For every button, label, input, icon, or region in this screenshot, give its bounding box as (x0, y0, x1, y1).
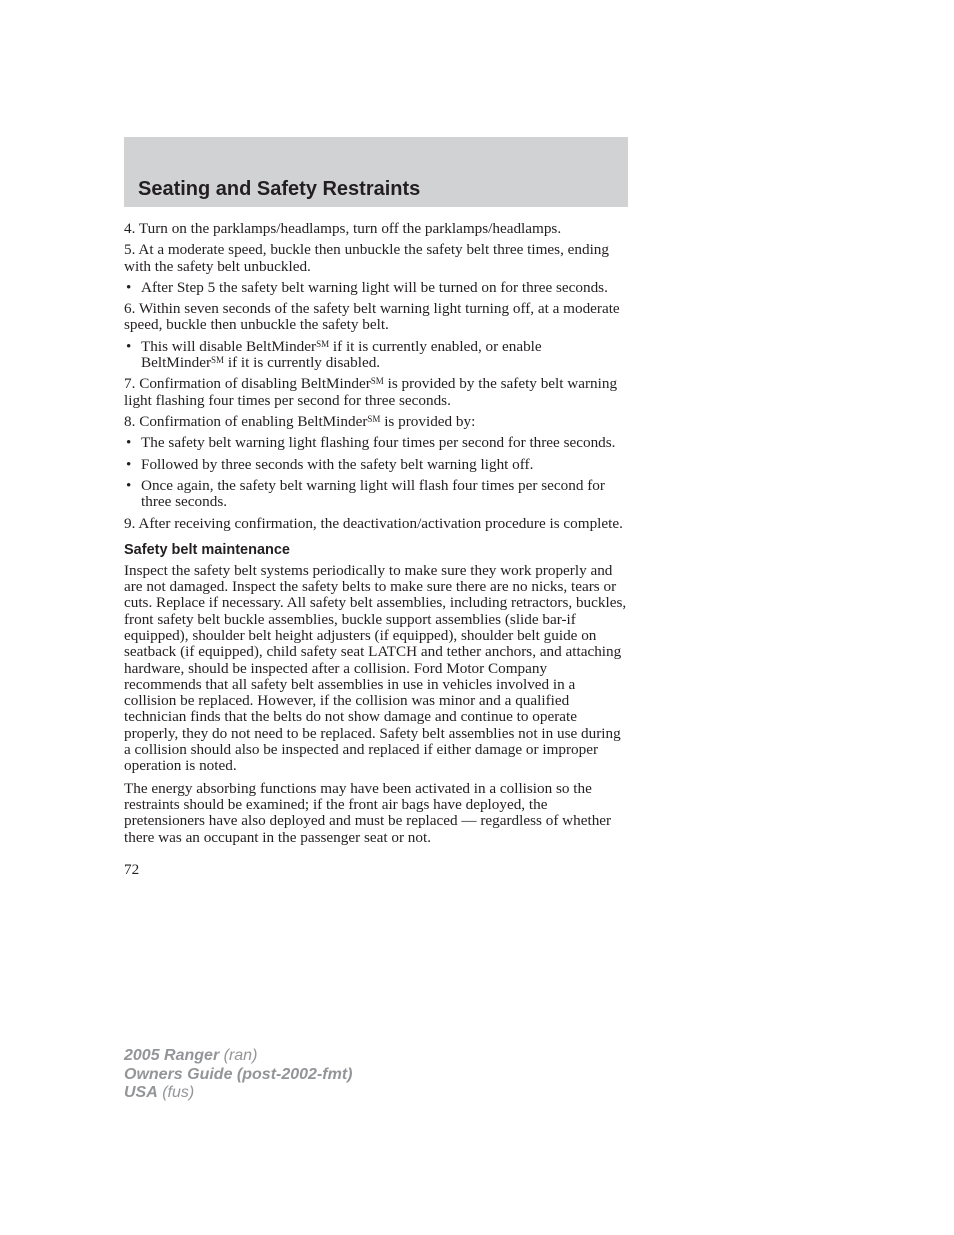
step-8-text-a: 8. Confirmation of enabling BeltMinder (124, 412, 368, 430)
step-7-text-a: 7. Confirmation of disabling BeltMinder (124, 375, 371, 393)
footer-line-3 (124, 1084, 352, 1103)
step-9: 9. After receiving confirmation, the deactivation/activation procedure is complete. (124, 515, 623, 533)
step-5-bullet (124, 280, 628, 296)
maintenance-paragraph-1: Inspect the safety belt systems periodically to make sure they work properly and are not damaged. Inspect the safety belts to make sure there are no nicks, tears or cuts. Replace if necessary. All safety belt assemblies, including retractors, buckles, front safety belt buckle assemblies, buckle support assemblies (slide bar-if equipped), shoulder belt height adjusters (if equipped), shoulder belt guide on seatback (if equipped), child safety seat LATCH and tether anchors, and attaching hardware, should be inspected after a collision. Ford Motor Company recommends that all safety belt assemblies in use in vehicles involved in a collision be replaced. However, if the collision was minor and a qualified technician finds that the belts do not show damage and continue to operate properly, they do not need to be replaced. Safety belt assemblies not in use during a collision should also be inspected and replaced if either damage or improper operation is noted. (124, 561, 627, 775)
page-number: 72 (124, 860, 140, 878)
step-5-bullet-text: After Step 5 the safety belt warning light will be turned on for three seconds. (141, 278, 608, 296)
step-6-bullet-text-c: if it is currently disabled. (224, 354, 381, 372)
footer-guide: Owners Guide (post-2002-fmt) (124, 1065, 353, 1083)
document-footer (124, 1047, 352, 1103)
step-8-bullet (124, 478, 628, 511)
bullet-dot: • (126, 455, 132, 473)
service-mark: SM (370, 376, 384, 387)
step-6-bullet-text-a: This will disable BeltMinder (141, 337, 317, 355)
step-8-bullet-text: Once again, the safety belt warning light will flash four times per second for three seconds. (141, 476, 605, 511)
service-mark: SM (211, 355, 225, 366)
footer-model-code: (ran) (219, 1047, 258, 1064)
footer-line-2 (124, 1066, 352, 1085)
service-mark: SM (316, 338, 330, 349)
step-6: 6. Within seven seconds of the safety belt warning light turning off, at a moderate speed, buckle then unbuckle the safety belt. (124, 300, 620, 334)
step-8-bullet-text: The safety belt warning light flashing four times per second for three seconds. (141, 434, 616, 452)
step-5: 5. At a moderate speed, buckle then unbuckle the safety belt three times, ending with the safety belt unbuckled. (124, 241, 609, 275)
step-8 (124, 414, 628, 430)
maintenance-heading: Safety belt maintenance (124, 541, 290, 558)
footer-market: USA (124, 1084, 158, 1101)
step-6-bullet-text-b: if it is currently enabled, or enable BeltMinder (141, 337, 542, 372)
footer-line-1 (124, 1047, 352, 1066)
section-title: Seating and Safety Restraints (138, 178, 421, 200)
step-8-bullet (124, 435, 628, 451)
section-header-band (124, 137, 628, 207)
step-4: 4. Turn on the parklamps/headlamps, turn off the parklamps/headlamps. (124, 220, 562, 237)
page-content (124, 221, 628, 878)
bullet-dot: • (126, 476, 132, 494)
bullet-dot: • (126, 337, 132, 355)
bullet-dot: • (126, 278, 132, 296)
service-mark: SM (367, 413, 381, 424)
step-6-bullet (124, 339, 628, 372)
step-7-text-b: is provided by the safety belt warning light flashing four times per second for three seconds. (124, 375, 618, 409)
step-7 (124, 376, 628, 409)
maintenance-paragraph-2: The energy absorbing functions may have been activated in a collision so the restraints should be examined; if the front air bags have deployed, the pretensioners have also deployed and must be replaced — regardless of whether there was an occupant in the passenger seat or not. (124, 779, 612, 846)
step-8-text-b: is provided by: (380, 412, 476, 430)
footer-market-code: (fus) (157, 1084, 195, 1101)
step-8-bullet-text: Followed by three seconds with the safety belt warning light off. (141, 455, 534, 473)
step-8-bullet (124, 457, 628, 473)
bullet-dot: • (126, 434, 132, 452)
footer-model: 2005 Ranger (124, 1047, 220, 1064)
